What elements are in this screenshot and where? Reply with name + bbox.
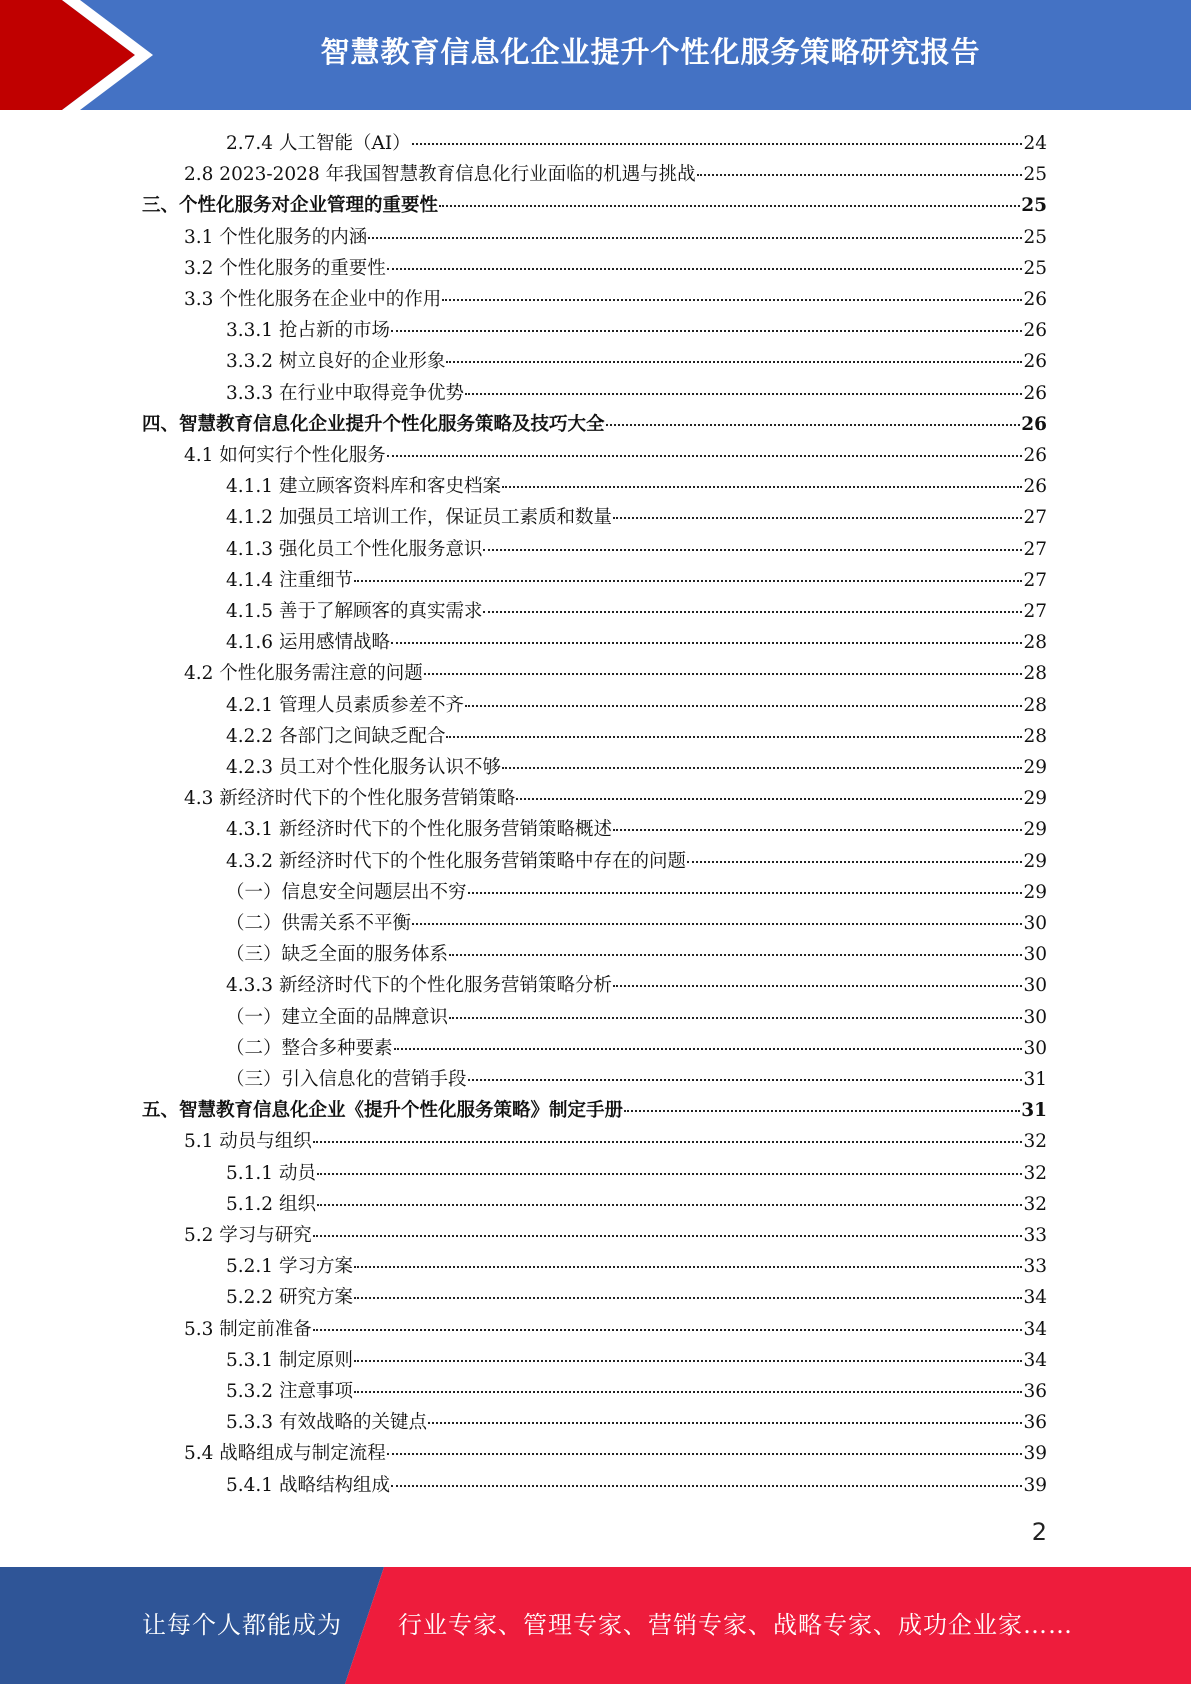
toc-leader-dots xyxy=(502,486,1022,488)
toc-entry-label: 3.3.3 在行业中取得竞争优势 xyxy=(226,382,464,404)
toc-entry-label: 4.2.1 管理人员素质参差不齐 xyxy=(226,694,464,716)
toc-entry-page: 30 xyxy=(1023,1037,1047,1059)
toc-entry[interactable] xyxy=(226,346,1047,377)
toc-leader-dots xyxy=(428,1422,1022,1424)
toc-leader-dots xyxy=(687,861,1022,863)
toc-entry-page: 29 xyxy=(1023,757,1047,778)
toc-entry[interactable] xyxy=(226,846,1047,877)
toc-entry[interactable] xyxy=(184,253,1047,284)
toc-leader-dots xyxy=(483,611,1022,613)
toc-entry-page: 26 xyxy=(1023,382,1047,404)
toc-entry-page: 36 xyxy=(1023,1412,1047,1434)
toc-leader-dots xyxy=(317,1173,1023,1175)
toc-entry-page: 33 xyxy=(1023,1256,1047,1278)
toc-entry-label: （三）缺乏全面的服务体系 xyxy=(226,944,449,966)
toc-leader-dots xyxy=(613,985,1022,987)
toc-entry-page: 25 xyxy=(1023,164,1047,186)
toc-entry[interactable] xyxy=(142,190,1047,221)
toc-entry-page: 32 xyxy=(1023,1162,1047,1184)
toc-entry-label: （三）引入信息化的营销手段 xyxy=(226,1069,467,1090)
toc-entry[interactable] xyxy=(226,471,1047,502)
toc-entry-page: 29 xyxy=(1023,850,1047,872)
toc-leader-dots xyxy=(313,1235,1023,1237)
toc-entry-label: 2.7.4 人工智能（AI） xyxy=(226,133,411,154)
toc-entry-page: 31 xyxy=(1023,1069,1047,1090)
toc-entry[interactable] xyxy=(142,409,1047,440)
toc-leader-dots xyxy=(502,767,1022,769)
toc-entry-page: 30 xyxy=(1023,913,1047,934)
toc-entry-page: 39 xyxy=(1023,1443,1047,1465)
toc-entry-label: 4.2 个性化服务需注意的问题 xyxy=(184,663,423,685)
toc-leader-dots xyxy=(606,424,1021,426)
toc-leader-dots xyxy=(387,455,1023,457)
toc-entry-label: 4.1.1 建立顾客资料库和客史档案 xyxy=(226,476,501,498)
toc-entry-page: 28 xyxy=(1023,632,1047,654)
toc-entry-label: 4.3.3 新经济时代下的个性化服务营销策略分析 xyxy=(226,975,612,997)
toc-entry-label: 4.1.3 强化员工个性化服务意识 xyxy=(226,538,483,560)
toc-entry[interactable] xyxy=(226,970,1047,1001)
toc-entry-label: 5.4.1 战略结构组成 xyxy=(226,1474,390,1496)
toc-entry[interactable] xyxy=(142,1095,1047,1126)
toc-entry-page: 34 xyxy=(1023,1349,1047,1371)
toc-leader-dots xyxy=(449,1017,1022,1019)
toc-entry-label: 5.4 战略组成与制定流程 xyxy=(184,1443,386,1465)
toc-entry[interactable] xyxy=(226,1251,1047,1282)
page-number: 2 xyxy=(1031,1518,1047,1546)
toc-leader-dots xyxy=(391,330,1022,332)
toc-entry-label: 5.2.1 学习方案 xyxy=(226,1256,353,1278)
toc-entry-page: 26 xyxy=(1023,320,1047,342)
toc-entry-page: 30 xyxy=(1023,944,1047,966)
toc-entry-label: 三、个性化服务对企业管理的重要性 xyxy=(142,195,439,217)
toc-entry-page: 34 xyxy=(1023,1318,1047,1340)
toc-entry[interactable] xyxy=(226,565,1047,596)
page-header xyxy=(0,0,1191,110)
toc-entry[interactable] xyxy=(184,658,1047,689)
toc-leader-dots xyxy=(354,580,1023,582)
toc-entry[interactable] xyxy=(184,159,1047,190)
toc-entry[interactable] xyxy=(226,1407,1047,1438)
toc-entry-label: 4.1.4 注重细节 xyxy=(226,569,353,591)
toc-entry-label: （二）整合多种要素 xyxy=(226,1037,393,1059)
toc-entry-page: 27 xyxy=(1023,569,1047,591)
page-footer xyxy=(0,1567,1191,1684)
toc-leader-dots xyxy=(387,1453,1023,1455)
toc-entry-label: 3.1 个性化服务的内涵 xyxy=(184,226,368,248)
toc-leader-dots xyxy=(613,829,1022,831)
toc-entry[interactable] xyxy=(184,783,1047,814)
toc-entry-page: 25 xyxy=(1023,257,1047,279)
toc-entry[interactable] xyxy=(184,1220,1047,1251)
toc-entry-label: 2.8 2023-2028 年我国智慧教育信息化行业面临的机遇与挑战 xyxy=(184,164,696,186)
footer-slogan-right: 行业专家、管理专家、营销专家、战略专家、成功企业家…… xyxy=(398,1611,1073,1639)
toc-entry[interactable] xyxy=(226,315,1047,346)
toc-entry-page: 32 xyxy=(1023,1193,1047,1215)
toc-leader-dots xyxy=(442,299,1022,301)
toc-entry[interactable] xyxy=(226,1002,1047,1033)
toc-entry[interactable] xyxy=(226,378,1047,409)
toc-entry-label: 5.1 动员与组织 xyxy=(184,1131,312,1153)
toc-leader-dots xyxy=(446,361,1022,363)
toc-leader-dots xyxy=(483,549,1022,551)
toc-entry[interactable] xyxy=(226,1189,1047,1220)
toc-leader-dots xyxy=(624,1110,1020,1112)
toc-leader-dots xyxy=(313,1141,1023,1143)
toc-entry[interactable] xyxy=(226,1345,1047,1376)
toc-entry-page: 27 xyxy=(1023,538,1047,560)
toc-entry[interactable] xyxy=(226,627,1047,658)
toc-entry-page: 24 xyxy=(1023,133,1047,154)
toc-entry-label: 5.3.2 注意事项 xyxy=(226,1381,353,1402)
toc-entry-page: 36 xyxy=(1023,1381,1047,1402)
toc-entry[interactable] xyxy=(226,1282,1047,1313)
toc-entry-page: 29 xyxy=(1023,819,1047,841)
toc-leader-dots xyxy=(412,923,1022,925)
toc-entry-label: 5.2 学习与研究 xyxy=(184,1225,312,1246)
toc-leader-dots xyxy=(394,1048,1023,1050)
toc-entry-label: 3.3.2 树立良好的企业形象 xyxy=(226,351,446,373)
toc-entry[interactable] xyxy=(184,1126,1047,1157)
toc-leader-dots xyxy=(465,393,1022,395)
toc-entry[interactable] xyxy=(226,1158,1047,1189)
toc-entry[interactable] xyxy=(226,690,1047,721)
toc-entry[interactable] xyxy=(226,877,1047,908)
toc-leader-dots xyxy=(412,143,1023,145)
toc-entry-page: 28 xyxy=(1023,725,1047,747)
toc-entry-label: 五、智慧教育信息化企业《提升个性化服务策略》制定手册 xyxy=(142,1100,624,1122)
toc-entry[interactable] xyxy=(226,908,1047,939)
toc-entry[interactable] xyxy=(184,440,1047,471)
toc-entry-page: 27 xyxy=(1023,601,1047,622)
toc-entry-label: 5.1.2 组织 xyxy=(226,1193,316,1215)
toc-entry-label: 4.2.2 各部门之间缺乏配合 xyxy=(226,725,446,747)
toc-entry[interactable] xyxy=(226,1033,1047,1064)
toc-entry-label: 四、智慧教育信息化企业提升个性化服务策略及技巧大全 xyxy=(142,413,605,435)
toc-leader-dots xyxy=(439,205,1020,207)
toc-leader-dots xyxy=(317,1204,1023,1206)
toc-leader-dots xyxy=(354,1391,1023,1393)
toc-entry[interactable] xyxy=(184,284,1047,315)
toc-entry[interactable] xyxy=(226,814,1047,845)
toc-leader-dots xyxy=(391,642,1022,644)
toc-leader-dots xyxy=(468,1079,1023,1081)
toc-entry-label: （一）信息安全问题层出不穷 xyxy=(226,881,467,903)
toc-leader-dots xyxy=(424,673,1023,675)
toc-entry-page: 39 xyxy=(1023,1474,1047,1496)
toc-entry-label: 5.3.3 有效战略的关键点 xyxy=(226,1412,427,1434)
toc-entry[interactable] xyxy=(226,596,1047,627)
toc-entry-label: 4.1.6 运用感情战略 xyxy=(226,632,390,654)
toc-entry-page: 25 xyxy=(1023,226,1047,248)
toc-entry-label: 4.3 新经济时代下的个性化服务营销策略 xyxy=(184,788,516,810)
toc-entry-page: 26 xyxy=(1023,445,1047,466)
toc-entry-label: 4.3.2 新经济时代下的个性化服务营销策略中存在的问题 xyxy=(226,850,686,872)
red-chevron-icon xyxy=(0,0,160,110)
toc-leader-dots xyxy=(449,954,1022,956)
toc-entry-page: 25 xyxy=(1021,195,1047,217)
toc-entry-label: 3.3 个性化服务在企业中的作用 xyxy=(184,289,442,310)
toc-entry-label: 4.2.3 员工对个性化服务认识不够 xyxy=(226,757,501,778)
toc-entry[interactable] xyxy=(226,752,1047,783)
toc-entry[interactable] xyxy=(226,1376,1047,1407)
toc-entry[interactable] xyxy=(184,1438,1047,1469)
toc-leader-dots xyxy=(465,705,1022,707)
toc-entry-page: 26 xyxy=(1023,289,1047,310)
toc-entry-label: 4.1 如何实行个性化服务 xyxy=(184,445,386,466)
toc-leader-dots xyxy=(391,1485,1022,1487)
toc-entry[interactable] xyxy=(226,502,1047,533)
toc-entry-page: 33 xyxy=(1023,1225,1047,1246)
toc-leader-dots xyxy=(446,736,1022,738)
toc-leader-dots xyxy=(354,1297,1023,1299)
toc-entry-label: （一）建立全面的品牌意识 xyxy=(226,1006,449,1028)
report-title: 智慧教育信息化企业提升个性化服务策略研究报告 xyxy=(320,34,981,69)
toc-entry-page: 28 xyxy=(1023,694,1047,716)
toc-leader-dots xyxy=(354,1266,1023,1268)
toc-entry-page: 31 xyxy=(1021,1100,1047,1122)
toc-entry-label: 4.3.1 新经济时代下的个性化服务营销策略概述 xyxy=(226,819,612,841)
toc-entry[interactable] xyxy=(226,1470,1047,1501)
toc-entry[interactable] xyxy=(226,721,1047,752)
toc-entry-page: 29 xyxy=(1023,788,1047,810)
toc-entry-label: 5.1.1 动员 xyxy=(226,1162,316,1184)
toc-entry-page: 26 xyxy=(1023,476,1047,498)
toc-entry-label: （二）供需关系不平衡 xyxy=(226,913,412,934)
toc-leader-dots xyxy=(613,517,1022,519)
toc-entry-page: 29 xyxy=(1023,881,1047,903)
footer-slogan-left: 让每个人都能成为 xyxy=(142,1611,342,1639)
toc-entry-page: 28 xyxy=(1023,663,1047,685)
toc-entry[interactable] xyxy=(226,128,1047,159)
toc-entry-label: 5.3.1 制定原则 xyxy=(226,1349,353,1371)
toc-entry[interactable] xyxy=(226,1064,1047,1095)
toc-leader-dots xyxy=(387,268,1023,270)
toc-leader-dots xyxy=(468,892,1023,894)
toc-leader-dots xyxy=(354,1360,1023,1362)
toc-entry-label: 4.1.5 善于了解顾客的真实需求 xyxy=(226,601,483,622)
toc-entry-label: 3.3.1 抢占新的市场 xyxy=(226,320,390,342)
toc-entry-page: 34 xyxy=(1023,1287,1047,1309)
toc-entry-label: 5.2.2 研究方案 xyxy=(226,1287,353,1309)
toc-entry-page: 30 xyxy=(1023,975,1047,997)
toc-entry-page: 26 xyxy=(1021,413,1047,435)
toc-entry-page: 32 xyxy=(1023,1131,1047,1153)
toc-leader-dots xyxy=(516,798,1022,800)
toc-entry-page: 26 xyxy=(1023,351,1047,373)
toc-entry-page: 30 xyxy=(1023,1006,1047,1028)
toc-leader-dots xyxy=(368,237,1022,239)
toc-entry-page: 27 xyxy=(1023,507,1047,529)
toc-entry-label: 3.2 个性化服务的重要性 xyxy=(184,257,386,279)
toc-entry[interactable] xyxy=(226,939,1047,970)
toc-leader-dots xyxy=(313,1329,1023,1331)
toc-entry-label: 4.1.2 加强员工培训工作，保证员工素质和数量 xyxy=(226,507,612,529)
toc-entry[interactable] xyxy=(184,1314,1047,1345)
toc-entry[interactable] xyxy=(184,222,1047,253)
toc-entry[interactable] xyxy=(226,534,1047,565)
toc-leader-dots xyxy=(697,174,1023,176)
toc-entry-label: 5.3 制定前准备 xyxy=(184,1318,312,1340)
